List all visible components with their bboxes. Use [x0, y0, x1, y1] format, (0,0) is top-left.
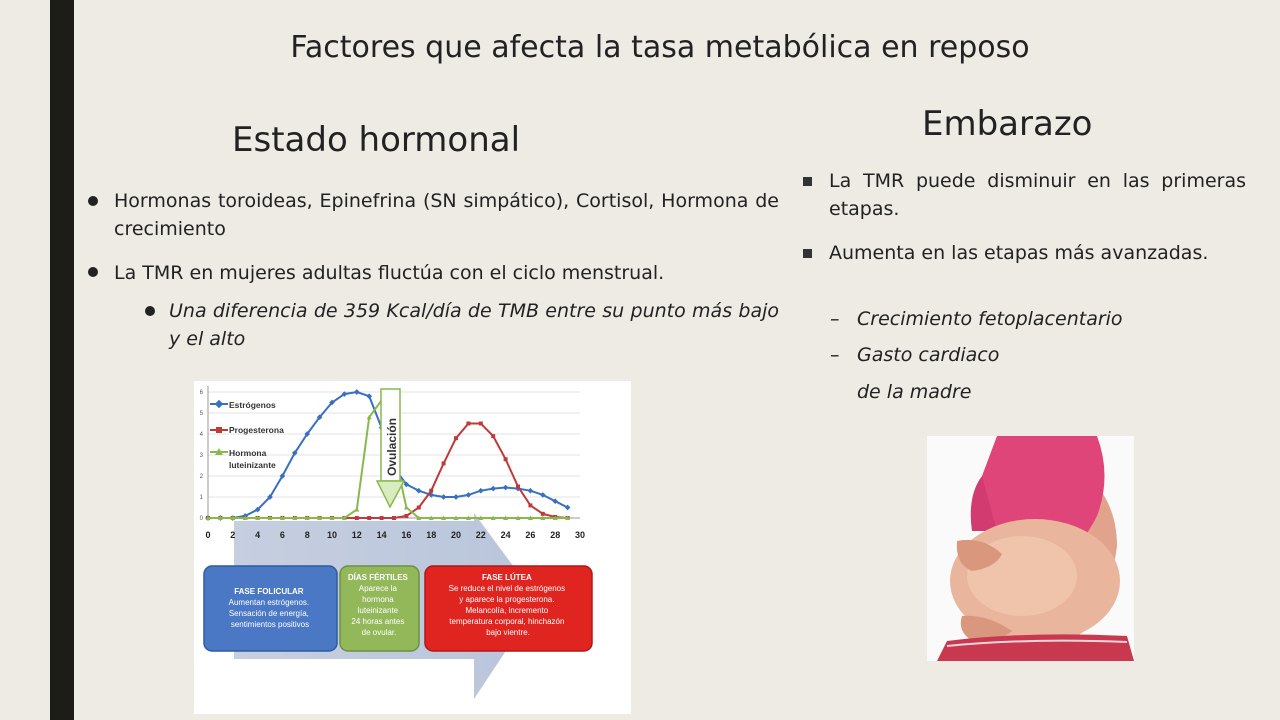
phase-fertile-line: hormona	[362, 595, 394, 604]
x-tick-label: 28	[550, 530, 561, 540]
phase-fertile-line: 24 horas antes	[351, 617, 405, 626]
x-tick-label: 14	[376, 530, 387, 540]
phase-follicular-line: Aumentan estrógenos.	[228, 598, 310, 607]
x-tick-label: 26	[525, 530, 536, 540]
accent-bar	[50, 0, 74, 720]
x-tick-label: 4	[255, 530, 261, 540]
bullet-dot	[88, 196, 98, 206]
x-tick-label: 6	[279, 530, 285, 540]
progesterone-point	[429, 489, 433, 493]
y-tick-label: 2	[199, 474, 203, 480]
x-tick-label: 8	[304, 530, 310, 540]
legend-progesterona: Progesterona	[229, 425, 284, 435]
progesterone-point	[380, 516, 384, 520]
ovulation-label: Ovulación	[385, 417, 399, 476]
phase-luteal-line: temperatura corporal, hinchazón	[449, 617, 565, 626]
estrogen-point	[490, 486, 496, 492]
phase-follicular-line: Sensación de energía,	[228, 609, 309, 618]
progesterone-point	[367, 516, 371, 520]
bullet-aumenta: Aumenta en las etapas más avanzadas.	[829, 242, 1209, 264]
phase-luteal-title: FASE LÚTEA	[481, 573, 532, 582]
phase-fertile-line: luteinizante	[357, 606, 399, 615]
bullet-square	[803, 249, 812, 258]
progesterone-point	[404, 514, 408, 518]
bullet-dot	[88, 267, 98, 277]
phase-fertile-box	[340, 566, 419, 651]
phase-follicular-box	[204, 566, 337, 651]
y-tick-label: 6	[199, 390, 203, 396]
progesterone-point	[454, 436, 458, 440]
lh-point	[354, 507, 359, 512]
progesterone-point	[504, 457, 508, 461]
bullet-hormonas: Hormonas toroideas, Epinefrina (SN simpático), Cortisol, Hormona de crecimiento	[114, 190, 779, 240]
dash-mark: –	[830, 308, 840, 330]
lh-point	[404, 505, 409, 510]
legend-hormona: Hormona	[229, 448, 267, 458]
bullet-square	[803, 177, 812, 186]
phase-fertile-line: de ovular.	[361, 628, 397, 637]
estrogen-point	[503, 485, 509, 491]
x-tick-label: 22	[475, 530, 486, 540]
progesterone-point	[491, 434, 495, 438]
phase-fertile-title: DÍAS FÉRTILES	[347, 573, 408, 582]
estrogen-point	[453, 494, 459, 500]
embarazo-heading: Embarazo	[922, 104, 1093, 144]
progesterone-point	[528, 503, 532, 507]
progesterone-point	[392, 516, 396, 520]
x-tick-label: 0	[205, 530, 211, 540]
y-tick-label: 0	[199, 516, 203, 522]
progesterone-point	[541, 512, 545, 516]
legend-luteinizante: luteinizante	[229, 460, 276, 470]
y-tick-label: 3	[199, 453, 203, 459]
estrogen-point	[528, 488, 534, 494]
x-tick-label: 16	[401, 530, 412, 540]
bullet-tmr-disminuir: La TMR puede disminuir en las primeras etapas.	[829, 170, 1246, 220]
y-tick-label: 1	[199, 495, 203, 501]
phase-luteal-line: bajo vientre.	[486, 628, 530, 637]
sub-item-gasto-cardiaco: Gasto cardiaco	[857, 344, 1000, 366]
phase-luteal-line: Se reduce el nivel de estrógenos	[448, 584, 566, 593]
x-tick-label: 2	[230, 530, 236, 540]
pregnant-woman-photo	[927, 436, 1134, 661]
phase-luteal-line: Melancolía, incremento	[465, 606, 549, 615]
phase-luteal-box	[425, 566, 592, 651]
y-tick-labels	[200, 390, 204, 522]
estrogen-point	[366, 393, 372, 399]
menstrual-cycle-figure	[194, 381, 631, 714]
progesterone-point	[442, 461, 446, 465]
phase-follicular-line: sentimientos positivos	[230, 620, 310, 629]
chart-legend	[210, 400, 284, 470]
sub-item-de-la-madre: de la madre	[857, 381, 972, 403]
sub-item-crecimiento: Crecimiento fetoplacentario	[857, 308, 1123, 330]
legend-estrogenos: Estrógenos	[229, 400, 276, 410]
slide-title: Factores que afecta la tasa metabólica en reposo	[290, 30, 1030, 65]
x-tick-label: 20	[450, 530, 462, 540]
x-tick-label: 18	[426, 530, 437, 540]
phase-fertile-line: Aparece la	[358, 584, 398, 593]
phase-follicular-title: FASE FOLICULAR	[234, 587, 304, 596]
x-tick-label: 30	[574, 530, 586, 540]
y-tick-label: 4	[199, 432, 203, 438]
sub-bullet-diferencia: Una diferencia de 359 Kcal/día de TMB entre su punto más bajo y el alto	[169, 300, 779, 350]
progesterone-point	[479, 422, 483, 426]
y-tick-label: 5	[199, 411, 203, 417]
phase-luteal-line: y aparece la progesterona.	[459, 595, 555, 604]
estrogen-point	[354, 389, 360, 395]
sub-bullet-dot	[145, 306, 155, 316]
x-tick-label: 24	[500, 530, 511, 540]
progesterone-point	[417, 506, 421, 510]
estado-hormonal-heading: Estado hormonal	[232, 120, 521, 160]
x-tick-label: 10	[326, 530, 338, 540]
ovulation-marker	[377, 389, 404, 507]
dash-mark: –	[830, 344, 840, 366]
progesterone-point	[355, 516, 359, 520]
estrogen-point	[441, 494, 447, 500]
x-tick-label: 12	[351, 530, 362, 540]
progesterone-point	[516, 485, 520, 489]
progesterone-point	[466, 422, 470, 426]
estrogen-point	[478, 488, 484, 494]
bullet-tmr-mujeres: La TMR en mujeres adultas fluctúa con el ciclo menstrual.	[114, 262, 665, 284]
